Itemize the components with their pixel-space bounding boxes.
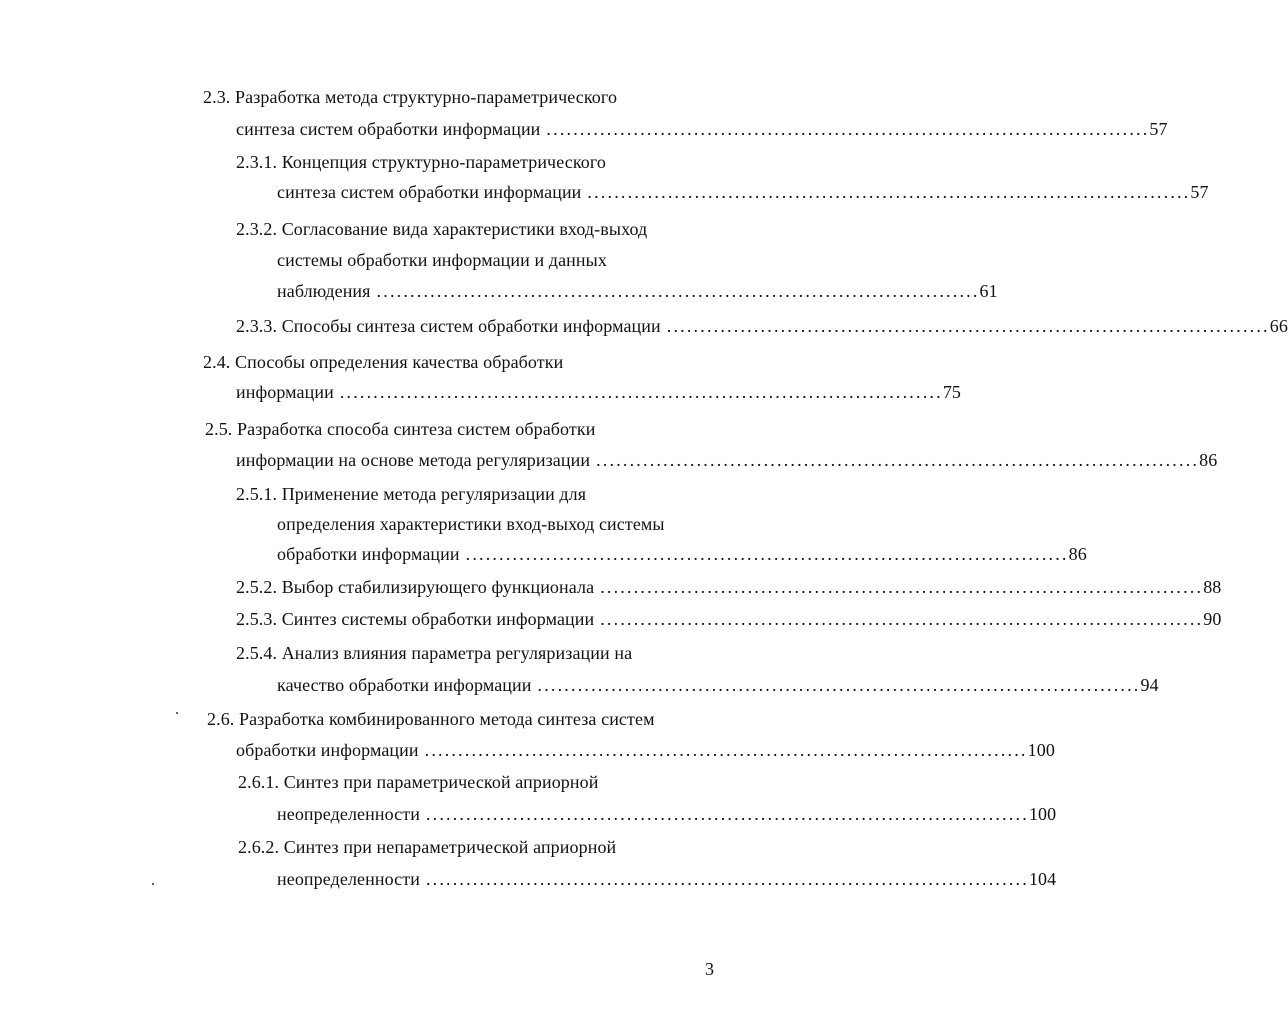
toc-page-number: 66 bbox=[1269, 316, 1288, 336]
toc-entry-2-3-2-line-2: системы обработки информации и данных bbox=[277, 250, 607, 270]
toc-leader-dots: .......................................................................................... bbox=[546, 119, 1150, 139]
toc-entry-text: обработки информации bbox=[277, 544, 460, 564]
toc-entry-2-6-1-last bbox=[277, 803, 1057, 825]
toc-entry-2-3-2-last bbox=[277, 280, 998, 302]
toc-leader-dots: .......................................................................................... bbox=[425, 869, 1029, 889]
toc-page-number: 104 bbox=[1028, 869, 1057, 889]
page-number: 3 bbox=[705, 959, 714, 979]
toc-page-number: 86 bbox=[1199, 450, 1218, 470]
toc-entry-text: наблюдения bbox=[277, 281, 371, 301]
toc-leader-dots: .......................................................................................... bbox=[596, 450, 1200, 470]
toc-entry-2-4-last bbox=[236, 381, 962, 403]
toc-entry-text: неопределенности bbox=[277, 804, 420, 824]
toc-page-number: 57 bbox=[1190, 182, 1209, 202]
toc-entry-text: обработки информации bbox=[236, 740, 419, 760]
toc-leader-dots: .......................................................................................... bbox=[600, 609, 1204, 629]
toc-leader-dots: .......................................................................................... bbox=[666, 316, 1270, 336]
toc-entry-2-5-2 bbox=[236, 576, 1222, 598]
toc-entry-2-3-1-last bbox=[277, 181, 1209, 203]
toc-entry-2-3-2-line-1: 2.3.2. Согласование вида характеристики вход-выход bbox=[236, 219, 648, 239]
toc-page-number: 100 bbox=[1027, 740, 1055, 760]
scan-speck bbox=[152, 883, 154, 885]
toc-entry-2-5-1-line-1: 2.5.1. Применение метода регуляризации для bbox=[236, 484, 587, 504]
toc-leader-dots: .......................................................................................... bbox=[339, 382, 943, 402]
toc-entry-2-6-2-last bbox=[277, 868, 1057, 890]
toc-entry-text: 2.3.3. Способы синтеза систем обработки информации bbox=[236, 316, 661, 336]
toc-entry-text: информации на основе метода регуляризации bbox=[236, 450, 591, 470]
toc-leader-dots: .......................................................................................... bbox=[376, 281, 980, 301]
toc-entry-2-3-line-1: 2.3. Разработка метода структурно-параметрического bbox=[203, 87, 618, 107]
toc-leader-dots: .......................................................................................... bbox=[537, 675, 1141, 695]
toc-entry-2-6-2-line-1: 2.6.2. Синтез при непараметрической априорной bbox=[238, 837, 617, 857]
toc-entry-2-5-4-last bbox=[277, 674, 1159, 696]
toc-entry-2-6-line-1: 2.6. Разработка комбинированного метода синтеза систем bbox=[207, 709, 655, 729]
toc-page-number: 75 bbox=[942, 382, 962, 402]
toc-page-number: 57 bbox=[1149, 119, 1168, 139]
toc-page-number: 94 bbox=[1140, 675, 1159, 695]
toc-entry-2-5-last bbox=[236, 449, 1218, 471]
toc-entry-text: неопределенности bbox=[277, 869, 420, 889]
toc-entry-2-6-1-line-1: 2.6.1. Синтез при параметрической априорной bbox=[238, 772, 599, 792]
toc-entry-2-5-1-line-2: определения характеристики вход-выход системы bbox=[277, 514, 665, 534]
toc-entry-2-5-3 bbox=[236, 608, 1222, 630]
toc-entry-text: синтеза систем обработки информации bbox=[236, 119, 541, 139]
toc-page-number: 86 bbox=[1068, 544, 1087, 564]
toc-entry-text: синтеза систем обработки информации bbox=[277, 182, 582, 202]
toc-entry-2-3-3 bbox=[236, 315, 1288, 337]
toc-leader-dots: .......................................................................................... bbox=[600, 577, 1204, 597]
toc-entry-2-5-4-line-1: 2.5.4. Анализ влияния параметра регуляризации на bbox=[236, 643, 633, 663]
toc-entry-text: информации bbox=[236, 382, 334, 402]
toc-entry-2-3-1-line-1: 2.3.1. Концепция структурно-параметрического bbox=[236, 152, 606, 172]
toc-page-number: 90 bbox=[1203, 609, 1222, 629]
toc-page-number: 61 bbox=[979, 281, 998, 301]
toc-entry-text: 2.5.2. Выбор стабилизирующего функционала bbox=[236, 577, 595, 597]
toc-entry-2-5-1-last bbox=[277, 543, 1087, 565]
toc-entry-2-4-line-1: 2.4. Способы определения качества обработки bbox=[203, 352, 564, 372]
toc-leader-dots: .......................................................................................... bbox=[465, 544, 1069, 564]
toc-entry-2-5-line-1: 2.5. Разработка способа синтеза систем обработки bbox=[205, 419, 596, 439]
toc-entry-2-6-last bbox=[236, 739, 1055, 761]
toc-leader-dots: .......................................................................................... bbox=[424, 740, 1028, 760]
toc-page-number: 88 bbox=[1203, 577, 1222, 597]
toc-entry-2-3-last bbox=[236, 118, 1168, 140]
toc-leader-dots: .......................................................................................... bbox=[425, 804, 1029, 824]
toc-leader-dots: .......................................................................................... bbox=[587, 182, 1191, 202]
scan-speck bbox=[176, 712, 178, 714]
toc-entry-text: 2.5.3. Синтез системы обработки информации bbox=[236, 609, 595, 629]
toc-page-number: 100 bbox=[1028, 804, 1057, 824]
toc-entry-text: качество обработки информации bbox=[277, 675, 532, 695]
